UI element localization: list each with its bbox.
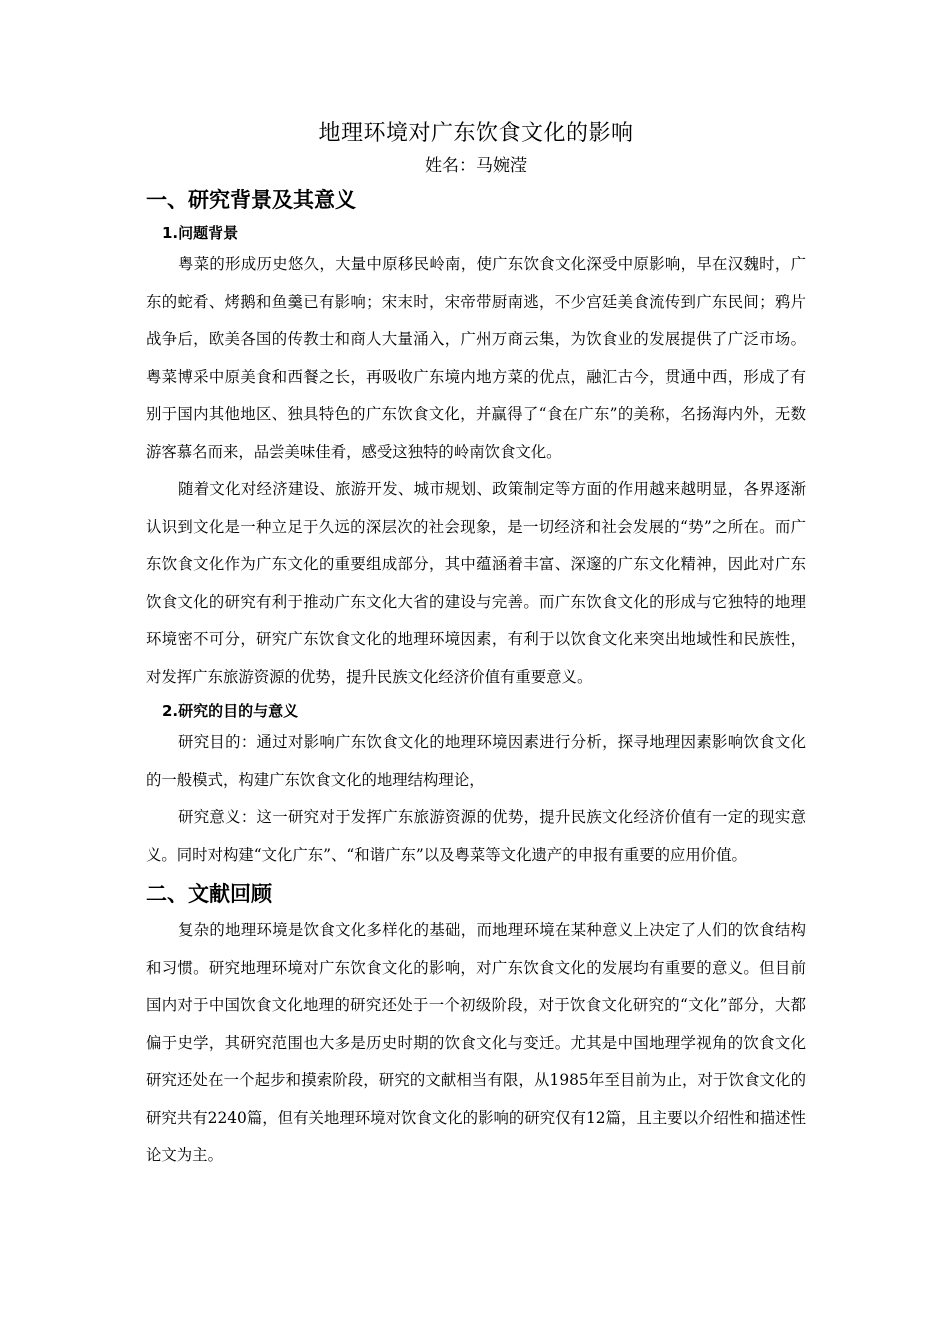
document-body bbox=[146, 118, 806, 1175]
subsection-heading-problem: 1.问题背景 bbox=[162, 224, 239, 242]
section-heading-literature: 二、文献回顾 bbox=[146, 882, 272, 906]
author-line: 姓名：马婉滢 bbox=[425, 156, 527, 176]
document-title: 地理环境对广东饮食文化的影响 bbox=[318, 121, 634, 146]
paragraph: 粤菜的形成历史悠久，大量中原移民岭南，使广东饮食文化深受中原影响，早在汉魏时，广东的蛇肴、烤鹅和鱼羹已有影响；宋末时，宋帝带厨南逃，不少宫廷美食流传到广东民间；鸦片战争后，欧美各国的传教士和商人大量涌入，广州万商云集，为饮食业的发展提供了广泛市场。粤菜博采中原美食和西餐之长，再吸收广东境内地方菜的优点，融汇古今，贯通中西，形成了有别于国内其他地区、独具特色的广东饮食文化，并赢得了“食在广东”的美称，名扬海内外，无数游客慕名而来，品尝美味佳肴，感受这独特的岭南饮食文化。 bbox=[146, 255, 806, 461]
paragraph: 复杂的地理环境是饮食文化多样化的基础，而地理环境在某种意义上决定了人们的饮食结构和习惯。研究地理环境对广东饮食文化的影响，对广东饮食文化的发展均有重要的意义。但目前国内对于中国饮食文化地理的研究还处于一个初级阶段，对于饮食文化研究的“文化”部分，大都偏于史学，其研究范围也大多是历史时期的饮食文化与变迁。尤其是中国地理学视角的饮食文化研究还处在一个起步和摸索阶段，研究的文献相当有限，从1985年至目前为止，对于饮食文化的研究共有2240篇，但有关地理环境对饮食文化的影响的研究仅有12篇，且主要以介绍性和描述性论文为主。 bbox=[146, 921, 806, 1164]
paragraph: 随着文化对经济建设、旅游开发、城市规划、政策制定等方面的作用越来越明显，各界逐渐认识到文化是一种立足于久远的深层次的社会现象，是一切经济和社会发展的“势”之所在。而广东饮食文化作为广东文化的重要组成部分，其中蕴涵着丰富、深邃的广东文化精神，因此对广东饮食文化的研究有利于推动广东文化大省的建设与完善。而广东饮食文化的形成与它独特的地理环境密不可分，研究广东饮食文化的地理环境因素，有利于以饮食文化来突出地域性和民族性，对发挥广东旅游资源的优势，提升民族文化经济价值有重要意义。 bbox=[146, 480, 806, 686]
paragraph: 研究目的：通过对影响广东饮食文化的地理环境因素进行分析，探寻地理因素影响饮食文化的一般模式，构建广东饮食文化的地理结构理论， bbox=[146, 733, 806, 789]
section-heading-background: 一、研究背景及其意义 bbox=[146, 188, 356, 212]
paragraph: 研究意义：这一研究对于发挥广东旅游资源的优势，提升民族文化经济价值有一定的现实意义。同时对构建“文化广东”、“和谐广东”以及粤菜等文化遗产的申报有重要的应用价值。 bbox=[146, 808, 806, 864]
subsection-heading-purpose: 2.研究的目的与意义 bbox=[162, 702, 299, 720]
